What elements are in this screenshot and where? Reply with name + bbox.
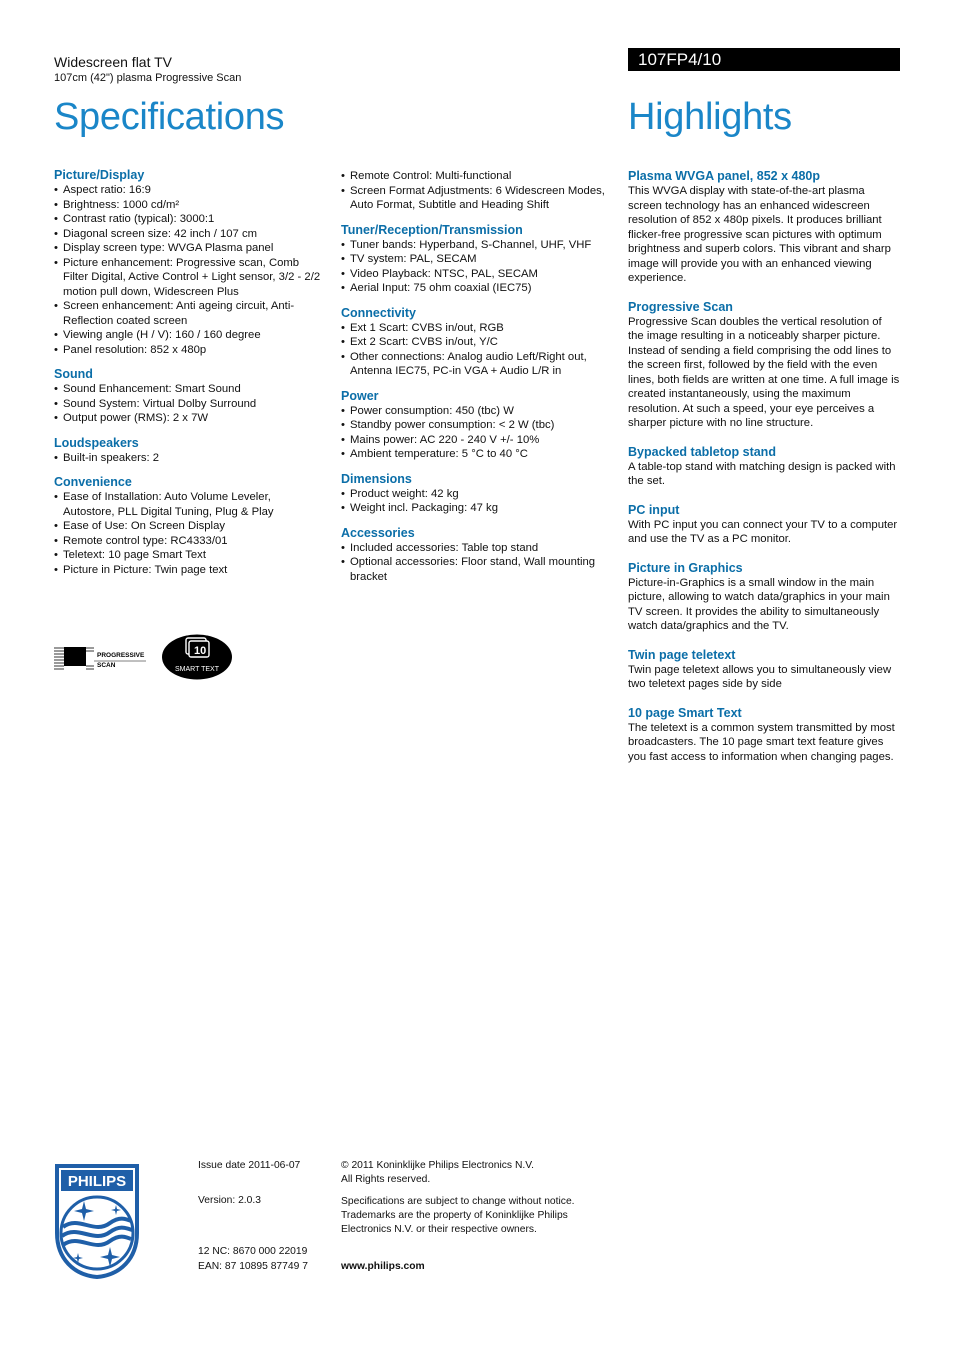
product-title: Widescreen flat TV <box>54 54 173 70</box>
highlight-title: Picture in Graphics <box>628 560 743 575</box>
section-title: Accessories <box>341 525 415 540</box>
spec-item: • TV system: PAL, SECAM <box>341 252 616 267</box>
spec-item: • Built-in speakers: 2 <box>54 451 324 466</box>
spec-list <box>54 451 324 466</box>
specs-column-2 <box>341 169 616 584</box>
version: Version: 2.0.3 <box>198 1195 261 1206</box>
spec-item: • Remote control type: RC4333/01 <box>54 534 324 549</box>
copyright: © 2011 Koninklijke Philips Electronics N.V. <box>341 1160 535 1171</box>
spec-item: • Mains power: AC 220 - 240 V +/- 10% <box>341 433 616 448</box>
spec-item: • Power consumption: 450 (tbc) W <box>341 404 616 419</box>
spec-item: • Ext 1 Scart: CVBS in/out, RGB <box>341 321 616 336</box>
spec-list <box>341 321 616 379</box>
spec-item: • Remote Control: Multi-functional <box>341 169 616 184</box>
section-title: Connectivity <box>341 305 417 320</box>
product-subtitle: 107cm (42") plasma Progressive Scan <box>54 72 242 84</box>
spec-item: • Ext 2 Scart: CVBS in/out, Y/C <box>341 335 616 350</box>
section-title: Dimensions <box>341 471 412 486</box>
nc-number: 12 NC: 8670 000 22019 <box>198 1246 308 1257</box>
highlight-title: Bypacked tabletop stand <box>628 444 776 459</box>
spec-item: • Standby power consumption: < 2 W (tbc) <box>341 418 616 433</box>
specifications-heading: Specifications <box>54 96 285 138</box>
spec-item: • Other connections: Analog audio Left/Right out, Antenna IEC75, PC-in VGA + Audio L/R in <box>341 350 616 379</box>
philips-wordmark: PHILIPS <box>67 1173 127 1190</box>
highlight-title: Progressive Scan <box>628 299 733 314</box>
section-title: Power <box>341 388 379 403</box>
highlights-heading: Highlights <box>628 96 792 138</box>
section-title: Sound <box>54 367 93 381</box>
highlight-title: 10 page Smart Text <box>628 705 742 720</box>
spec-list <box>54 490 324 577</box>
spec-item: • Tuner bands: Hyperband, S-Channel, UHF, VHF <box>341 238 616 253</box>
spec-item: • Ease of Use: On Screen Display <box>54 519 324 534</box>
spec-item: • Optional accessories: Floor stand, Wall mounting bracket <box>341 555 616 584</box>
highlight-title: PC input <box>628 502 680 517</box>
spec-item: • Brightness: 1000 cd/m² <box>54 198 324 213</box>
highlight-text: The teletext is a common system transmitted by most broadcasters. The 10 page smart text feature gives you fast access to information when changing pages. <box>628 721 895 763</box>
spec-item: • Sound Enhancement: Smart Sound <box>54 382 324 397</box>
specs-column-1 <box>54 168 324 577</box>
progressive-scan-logo-line2: SCAN <box>97 662 116 669</box>
model-number-bar: 107FP4/10 <box>628 48 900 71</box>
spec-item: • Aspect ratio: 16:9 <box>54 183 324 198</box>
specs-continuation-list <box>341 169 616 213</box>
highlight-text: A table-top stand with matching design is packed with the set. <box>628 460 896 487</box>
spec-item: • Display screen type: WVGA Plasma panel <box>54 241 324 256</box>
section-title: Picture/Display <box>54 168 145 182</box>
highlight-text: Twin page teletext allows you to simultaneously view two teletext pages side by side <box>628 663 892 690</box>
spec-item: • Ease of Installation: Auto Volume Leveler, Autostore, PLL Digital Tuning, Plug & Play <box>54 490 324 519</box>
highlight-text: Picture-in-Graphics is a small window in the main picture, allowing to watch data/graphics in your main TV screen. It provides the ability to simultaneously watch data/graphics and the TV. <box>628 576 890 632</box>
spec-item: • Teletext: 10 page Smart Text <box>54 548 324 563</box>
ean-number: EAN: 87 10895 87749 7 <box>198 1261 308 1272</box>
spec-item: • Sound System: Virtual Dolby Surround <box>54 397 324 412</box>
highlight-title: Plasma WVGA panel, 852 x 480p <box>628 169 820 183</box>
progressive-scan-logo <box>54 644 154 674</box>
disclaimer-line-2: Trademarks are the property of Koninklijke Philips <box>341 1210 568 1221</box>
smart-text-logo-number: 10 <box>194 645 207 657</box>
spec-item: • Contrast ratio (typical): 3000:1 <box>54 212 324 227</box>
disclaimer-line-3: Electronics N.V. or their respective owners. <box>341 1224 537 1235</box>
section-title: Loudspeakers <box>54 435 139 450</box>
rights: All Rights reserved. <box>341 1174 431 1185</box>
spec-list <box>341 238 616 296</box>
spec-list <box>341 404 616 462</box>
spec-item: • Output power (RMS): 2 x 7W <box>54 411 324 426</box>
website-link[interactable]: www.philips.com <box>341 1261 425 1272</box>
progressive-scan-logo-line1: PROGRESSIVE <box>97 652 145 659</box>
spec-item: • Ambient temperature: 5 °C to 40 °C <box>341 447 616 462</box>
spec-item: • Video Playback: NTSC, PAL, SECAM <box>341 267 616 282</box>
highlight-text: Progressive Scan doubles the vertical resolution of the image resulting in a noticeably sharper picture. Instead of sending a field comprising the odd lines to the screen first, followed by the field with the even lines, both fields are written at one time. A full image is created instantaneously, using the maximum resolution. At such a speed, your eye perceives a sharper picture with no line structure. <box>628 315 900 429</box>
spec-item: • Screen enhancement: Anti ageing circuit, Anti-Reflection coated screen <box>54 299 324 328</box>
spec-item: • Picture enhancement: Progressive scan, Comb Filter Digital, Active Control + Light sensor, 3/2 - 2/2 motion pull down, Widescreen Plus <box>54 256 324 300</box>
highlights-column <box>628 169 900 764</box>
spec-item: • Included accessories: Table top stand <box>341 541 616 556</box>
spec-item: • Panel resolution: 852 x 480p <box>54 343 324 358</box>
spec-list <box>54 183 324 357</box>
spec-item: • Product weight: 42 kg <box>341 487 616 502</box>
highlight-title: Twin page teletext <box>628 647 736 662</box>
smart-text-logo <box>161 634 233 680</box>
spec-list <box>341 541 616 585</box>
spec-item: • Aerial Input: 75 ohm coaxial (IEC75) <box>341 281 616 296</box>
highlight-text: This WVGA display with state-of-the-art plasma screen technology has an enhanced widescreen resolution of 852 x 480p pixels. It produces brilliant flicker-free progressive scan pictures with optimum brightness and superb colors. This vibrant and sharp image will provide you with an enhanced viewing experience. <box>628 185 891 284</box>
smart-text-logo-label: SMART TEXT <box>175 666 219 673</box>
spec-list <box>54 382 324 426</box>
spec-list <box>341 487 616 516</box>
section-title: Convenience <box>54 475 132 489</box>
philips-shield-logo <box>54 1163 140 1279</box>
spec-item: • Viewing angle (H / V): 160 / 160 degree <box>54 328 324 343</box>
spec-item: • Picture in Picture: Twin page text <box>54 563 324 578</box>
spec-item: • Weight incl. Packaging: 47 kg <box>341 501 616 516</box>
issue-date: Issue date 2011-06-07 <box>198 1160 301 1171</box>
disclaimer-line-1: Specifications are subject to change without notice. <box>341 1196 575 1207</box>
section-title: Tuner/Reception/Transmission <box>341 222 523 237</box>
spec-item: • Screen Format Adjustments: 6 Widescreen Modes, Auto Format, Subtitle and Heading Shift <box>341 184 616 213</box>
spec-item: • Diagonal screen size: 42 inch / 107 cm <box>54 227 324 242</box>
highlight-text: With PC input you can connect your TV to a computer and use the TV as a PC monitor. <box>628 518 898 545</box>
